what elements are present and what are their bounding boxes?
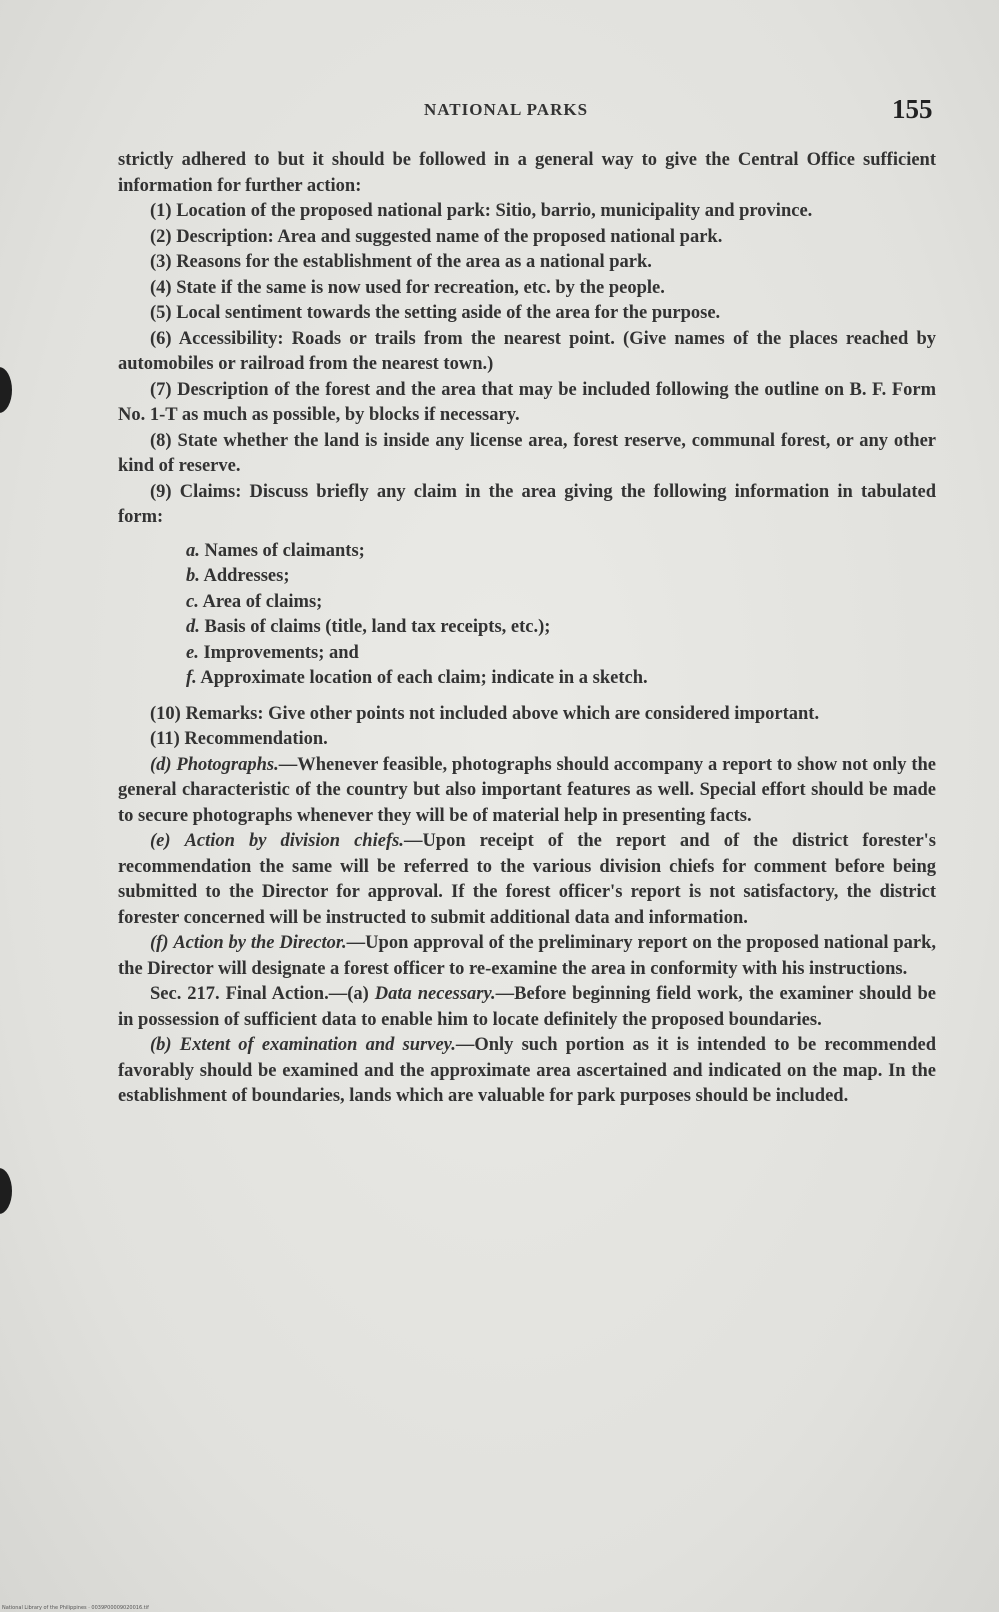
page-header: [0, 94, 999, 128]
scan-footer: National Library of the Philippines · 0039P00009020016.tif: [2, 1605, 149, 1611]
section-heading: Sec. 217. Final Action.: [150, 984, 329, 1004]
page-number: 155: [892, 94, 933, 124]
binding-hole-bottom: [0, 1168, 12, 1214]
paragraph-photographs: (d) Photographs.—Whenever feasible, photographs should accompany a report to show not only the general characteristic of the country but also important features as well. Special effort should be made to secure photographs whenever they will be of material help in presenting facts.: [118, 754, 936, 826]
paragraph-item-11: (11) Recommendation.: [150, 729, 328, 749]
body-text: [118, 148, 936, 1110]
list-item: b. Addresses;: [186, 566, 290, 586]
list-item: d. Basis of claims (title, land tax receipts, etc.);: [186, 617, 551, 637]
list-item: f. Approximate location of each claim; indicate in a sketch.: [186, 668, 648, 688]
paragraph-intro: strictly adhered to but it should be followed in a general way to give the Central Office sufficient information for further action:: [118, 150, 936, 196]
paragraph-item-6: (6) Accessibility: Roads or trails from the nearest point. (Give names of the places reached by automobiles or railroad from the nearest town.): [118, 328, 936, 374]
paragraph-item-8: (8) State whether the land is inside any license area, forest reserve, communal forest, or any other kind of reserve.: [118, 430, 936, 476]
paragraph-item-10: (10) Remarks: Give other points not included above which are considered important.: [150, 703, 820, 724]
paragraph-director: (f) Action by the Director.—Upon approval of the preliminary report on the proposed national park, the Director will designate a forest officer to re-examine the area in conformity with his instructions.: [118, 933, 936, 979]
paragraph-item-9: (9) Claims: Discuss briefly any claim in the area giving the following information in tabulated form:: [118, 481, 936, 527]
list-item: a. Names of claimants;: [186, 540, 365, 561]
binding-hole-top: [0, 367, 12, 413]
running-title: NATIONAL PARKS: [424, 100, 589, 119]
paragraph-item-4: (4) State if the same is now used for recreation, etc. by the people.: [150, 277, 665, 298]
claims-list: [118, 539, 936, 692]
paragraph-item-7: (7) Description of the forest and the area that may be included following the outline on B. F. Form No. 1-T as much as possible, by blocks if necessary.: [118, 379, 936, 425]
list-item: e. Improvements; and: [186, 642, 359, 663]
paragraph-item-3: (3) Reasons for the establishment of the area as a national park.: [150, 252, 652, 272]
paragraph-section-217: Sec. 217. Final Action.—(a) Data necessary.—Before beginning field work, the examiner should be in possession of sufficient data to enable him to locate definitely the proposed boundaries.: [118, 984, 937, 1030]
paragraph-division-chiefs: (e) Action by division chiefs.—Upon receipt of the report and of the district forester's recommendation the same will be referred to the various division chiefs for comment before being submitted to the Director for approval. If the forest officer's report is not satisfactory, the district forester concerned will be instructed to submit additional data and information.: [118, 831, 937, 928]
paragraph-item-2: (2) Description: Area and suggested name of the proposed national park.: [150, 226, 723, 247]
paragraph-item-1: (1) Location of the proposed national park: Sitio, barrio, municipality and province.: [150, 201, 813, 221]
paragraph-item-5: (5) Local sentiment towards the setting aside of the area for the purpose.: [150, 303, 721, 323]
list-item: c. Area of claims;: [186, 591, 323, 612]
paragraph-extent: (b) Extent of examination and survey.—Only such portion as it is intended to be recommended favorably should be examined and the approximate area ascertained and indicated on the map. In the establishment of boundaries, lands which are valuable for park purposes should be included.: [118, 1035, 937, 1106]
